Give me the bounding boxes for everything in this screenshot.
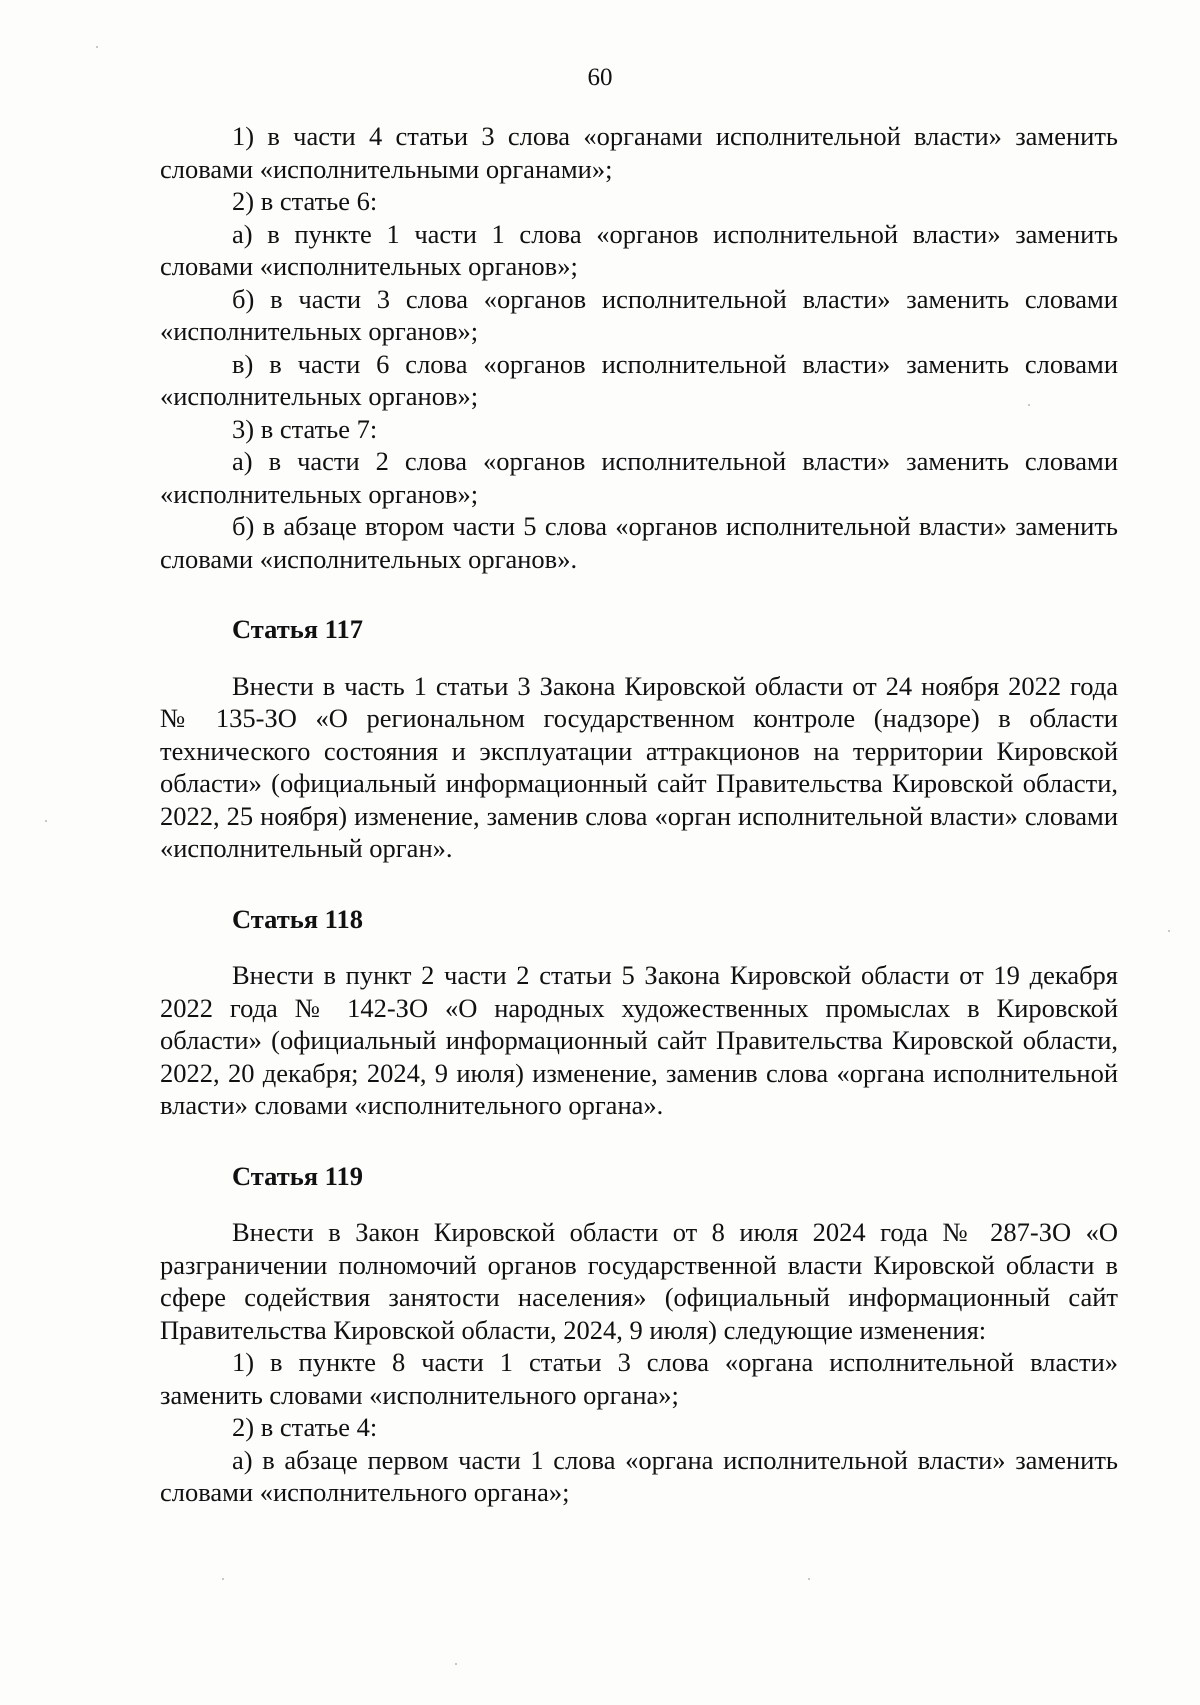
article-119-body [160,1216,1118,1509]
paragraph: а) в пункте 1 части 1 слова «органов исполнительной власти» заменить словами «исполнительных органов»; [160,218,1118,281]
document-body [160,120,1118,1509]
paragraph: а) в абзаце первом части 1 слова «органа исполнительной власти» заменить словами «исполнительного органа»; [160,1444,1118,1507]
paragraph: б) в абзаце втором части 5 слова «органов исполнительной власти» заменить словами «исполнительных органов». [160,511,1118,574]
scan-speck [45,820,47,822]
paragraph: Внести в часть 1 статьи 3 Закона Кировской области от 24 ноября 2022 года № 135-ЗО «О региональном государственном контроле (надзоре) в области технического состояния и эксплуатации аттракционов на территории Кировской области» (официальный информационный сайт Правительства Кировской области, 2022, 25 ноября) изменение, заменив слова «орган исполнительной власти» словами «исполнительный орган». [160,670,1118,863]
paragraph: Внести в Закон Кировской области от 8 июля 2024 года № 287-ЗО «О разграничении полномочий органов государственной власти Кировской области в сфере содействия занятости населения» (официальный информационный сайт Правительства Кировской области, 2024, 9 июля) следующие изменения: [160,1217,1118,1345]
article-118-body [160,959,1118,1122]
scan-speck [96,46,98,48]
page-number: 60 [587,64,613,91]
paragraph: Внести в пункт 2 части 2 статьи 5 Закона Кировской области от 19 декабря 2022 года № 142-ЗО «О народных художественных промыслах в Кировской области» (официальный информационный сайт Правительства Кировской области, 2022, 20 декабря; 2024, 9 июля) изменение, заменив слова «органа исполнительной власти» словами «исполнительного органа». [160,960,1118,1120]
paragraph: а) в части 2 слова «органов исполнительной власти» заменить словами «исполнительных органов»; [160,446,1118,509]
paragraph: б) в части 3 слова «органов исполнительной власти» заменить словами «исполнительных органов»; [160,283,1118,346]
scan-speck [455,1663,457,1665]
paragraph: 3) в статье 7: [232,413,378,444]
paragraph: 2) в статье 4: [232,1412,378,1442]
article-117-heading: Статья 117 [232,614,363,644]
article-119-heading: Статья 119 [232,1160,363,1191]
scan-speck [808,1578,810,1580]
article-118-heading: Статья 118 [232,903,363,934]
paragraph: 2) в статье 6: [232,186,378,216]
amendments-list-continued [160,120,1118,575]
scan-speck [1168,930,1170,932]
paragraph: в) в части 6 слова «органов исполнительной власти» заменить словами «исполнительных органов»; [160,348,1118,411]
paragraph: 1) в пункте 8 части 1 статьи 3 слова «органа исполнительной власти» заменить словами «исполнительного органа»; [160,1347,1118,1410]
scan-speck [222,1578,224,1580]
paragraph: 1) в части 4 статьи 3 слова «органами исполнительной власти» заменить словами «исполнительными органами»; [160,121,1118,184]
article-117-body [160,670,1118,865]
scan-speck [1028,404,1030,406]
